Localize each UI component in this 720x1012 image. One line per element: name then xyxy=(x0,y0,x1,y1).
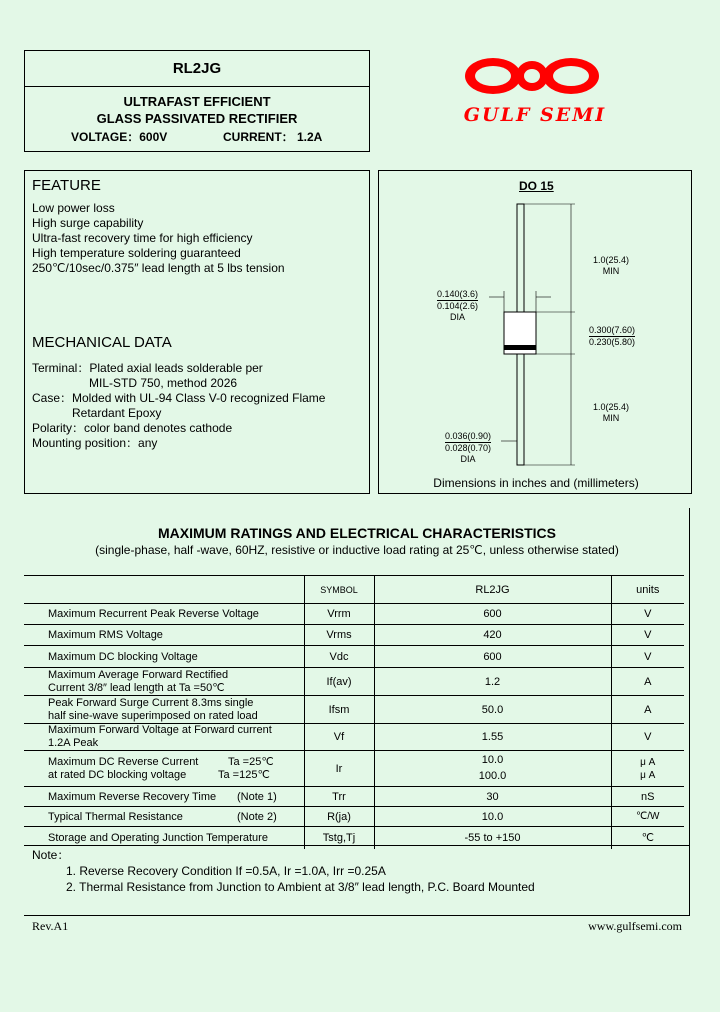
unit-cell: V xyxy=(611,646,684,668)
mechanical-list xyxy=(32,361,325,451)
body-len-min: 0.230(5.80) xyxy=(589,337,636,347)
lead-top-length-value: 1.0(25.4) xyxy=(593,255,630,265)
body-dia-label: DIA xyxy=(450,312,466,322)
ratings-title: MAXIMUM RATINGS AND ELECTRICAL CHARACTERISTICS xyxy=(158,525,556,541)
unit-cell: A xyxy=(611,668,684,696)
param-cell xyxy=(24,696,304,724)
website-url[interactable]: www.gulfsemi.com xyxy=(588,919,682,933)
mechanical-line: Terminal：Plated axial leads solderable per xyxy=(32,361,263,375)
note-heading: Note： xyxy=(32,848,70,862)
note-item: 1. Reverse Recovery Condition If =0.5A, Ir =1.0A, Irr =0.25A xyxy=(66,864,386,878)
symbol-cell: Vrms xyxy=(304,625,374,646)
symbol-cell: R(ja) xyxy=(304,807,374,827)
col-part: RL2JG xyxy=(374,576,611,604)
unit-cell: A xyxy=(611,696,684,724)
table-row xyxy=(24,807,684,827)
unit-cell: V xyxy=(611,604,684,625)
symbol-cell: Vdc xyxy=(304,646,374,668)
value-line: 100.0 xyxy=(478,770,507,782)
body-length xyxy=(589,325,635,348)
lead-diameter xyxy=(445,431,491,465)
value-cell: 30 xyxy=(374,787,611,807)
param-line xyxy=(48,756,300,769)
table-row xyxy=(24,668,684,696)
title-line-2: GLASS PASSIVATED RECTIFIER xyxy=(96,111,298,126)
lead-top-length xyxy=(593,255,629,277)
param-line: Maximum Average Forward Rectified xyxy=(48,668,229,681)
symbol-cell: If(av) xyxy=(304,668,374,696)
lead-top-min-label: MIN xyxy=(602,266,620,276)
body-len-max: 0.300(7.60) xyxy=(589,325,636,335)
revision-label: Rev.A1 xyxy=(32,919,69,933)
table-row xyxy=(24,625,684,646)
table-row xyxy=(24,751,684,787)
col-units: units xyxy=(611,576,684,604)
symbol-cell: Vf xyxy=(304,724,374,751)
unit-cell: ℃/W xyxy=(611,807,684,827)
table-row xyxy=(24,724,684,751)
body-diameter xyxy=(437,289,478,323)
param-text: at rated DC blocking voltage xyxy=(48,768,187,781)
logo-icon xyxy=(455,50,615,100)
value-cell: 420 xyxy=(374,625,611,646)
logo-text: GULF SEMI xyxy=(463,104,607,126)
param-cell xyxy=(24,807,304,827)
value-cell xyxy=(374,751,611,787)
body-dia-min: 0.104(2.6) xyxy=(437,301,479,311)
ratings-subtitle: (single-phase, half -wave, 60HZ, resistive or inductive load rating at 25℃, unless otherwise stated) xyxy=(95,543,619,557)
dimensions-caption: Dimensions in inches and (millimeters) xyxy=(433,476,639,490)
value-cell: 10.0 xyxy=(374,807,611,827)
value-cell: 600 xyxy=(374,646,611,668)
part-number: RL2JG xyxy=(172,60,222,77)
param-text: Typical Thermal Resistance xyxy=(48,810,183,823)
lead-dia-max: 0.036(0.90) xyxy=(445,431,492,441)
feature-box xyxy=(24,170,370,494)
mechanical-line: Retardant Epoxy xyxy=(72,406,162,420)
unit-cell xyxy=(611,751,684,787)
table-bottom-rule xyxy=(24,845,690,846)
condition-text: Ta =25℃ xyxy=(228,755,274,768)
unit-cell: nS xyxy=(611,787,684,807)
mechanical-line: Case：Molded with UL-94 Class V-0 recognized Flame xyxy=(32,391,326,405)
unit-line: μ A xyxy=(640,756,656,768)
package-name: DO 15 xyxy=(519,179,554,193)
symbol-cell: Ifsm xyxy=(304,696,374,724)
feature-item: Ultra-fast recovery time for high efficiency xyxy=(32,231,253,245)
condition-text: Ta =125℃ xyxy=(218,768,270,781)
condition-text: (Note 1) xyxy=(237,790,277,803)
mechanical-line: Polarity：color band denotes cathode xyxy=(32,421,233,435)
param-line: half sine-wave superimposed on rated load xyxy=(48,709,258,722)
lead-bottom-min-label: MIN xyxy=(602,413,620,423)
param-line xyxy=(48,769,300,782)
value-cell: 50.0 xyxy=(374,696,611,724)
param-cell: Maximum DC blocking Voltage xyxy=(48,650,198,663)
col-symbol: SYMBOL xyxy=(304,576,374,604)
mechanical-line: MIL-STD 750, method 2026 xyxy=(89,376,238,390)
param-line: Peak Forward Surge Current 8.3ms single xyxy=(48,696,254,709)
ratings-table xyxy=(24,575,684,849)
lead-dia-min: 0.028(0.70) xyxy=(445,443,492,453)
symbol-cell: Vrrm xyxy=(304,604,374,625)
note-item: 2. Thermal Resistance from Junction to Ambient at 3/8″ lead length, P.C. Board Mounted xyxy=(66,880,535,894)
symbol-cell: Tstg,Tj xyxy=(304,827,374,849)
package-box xyxy=(378,170,692,494)
param-cell: Maximum Recurrent Peak Reverse Voltage xyxy=(48,608,259,620)
feature-item: High temperature soldering guaranteed xyxy=(32,246,241,260)
param-line: Current 3/8″ lead length at Ta =50℃ xyxy=(48,681,225,694)
param-cell xyxy=(24,724,304,751)
part-title-box xyxy=(24,50,370,152)
symbol-cell: Ir xyxy=(304,751,374,787)
param-cell xyxy=(24,751,304,787)
value-cell: 1.2 xyxy=(374,668,611,696)
condition-text: (Note 2) xyxy=(237,810,277,823)
title-line-1: ULTRAFAST EFFICIENT xyxy=(123,94,271,109)
current-rating: CURRENT： 1.2A xyxy=(223,130,323,144)
table-row xyxy=(24,787,684,807)
body-dia-max: 0.140(3.6) xyxy=(437,289,479,299)
table-row xyxy=(24,646,684,668)
table-row xyxy=(24,604,684,625)
feature-list xyxy=(32,201,285,276)
lead-dia-label: DIA xyxy=(460,454,476,464)
unit-cell: V xyxy=(611,724,684,751)
param-text: Maximum DC Reverse Current xyxy=(48,755,199,768)
feature-item: High surge capability xyxy=(32,216,144,230)
mechanical-heading: MECHANICAL DATA xyxy=(32,334,172,351)
package-drawing xyxy=(379,171,691,493)
symbol-cell: Trr xyxy=(304,787,374,807)
feature-heading: FEATURE xyxy=(32,177,101,194)
param-line: 1.2A Peak xyxy=(48,737,99,749)
feature-item: 250℃/10sec/0.375″ lead length at 5 lbs tension xyxy=(32,261,285,275)
part-number-cell xyxy=(25,51,369,87)
param-text: Maximum Reverse Recovery Time xyxy=(48,790,217,803)
param-cell: Storage and Operating Junction Temperature xyxy=(48,831,268,844)
lead-bottom-length-value: 1.0(25.4) xyxy=(593,402,630,412)
param-cell: Maximum RMS Voltage xyxy=(48,629,163,641)
table-header-row xyxy=(24,576,684,604)
param-line: Maximum Forward Voltage at Forward current xyxy=(48,724,272,736)
value-cell: 600 xyxy=(374,604,611,625)
param-cell xyxy=(24,787,304,807)
unit-cell: V xyxy=(611,625,684,646)
param-cell xyxy=(24,668,304,696)
value-cell: -55 to +150 xyxy=(374,827,611,849)
value-line: 10.0 xyxy=(481,754,504,766)
company-logo xyxy=(455,50,615,130)
notes xyxy=(32,847,535,895)
unit-cell: ℃ xyxy=(611,827,684,849)
value-cell: 1.55 xyxy=(374,724,611,751)
feature-item: Low power loss xyxy=(32,201,115,215)
unit-line: μ A xyxy=(640,769,656,781)
table-row xyxy=(24,696,684,724)
mechanical-line: Mounting position：any xyxy=(32,436,158,450)
voltage-rating: VOLTAGE：600V xyxy=(71,130,168,144)
lead-bottom-length xyxy=(593,402,629,424)
